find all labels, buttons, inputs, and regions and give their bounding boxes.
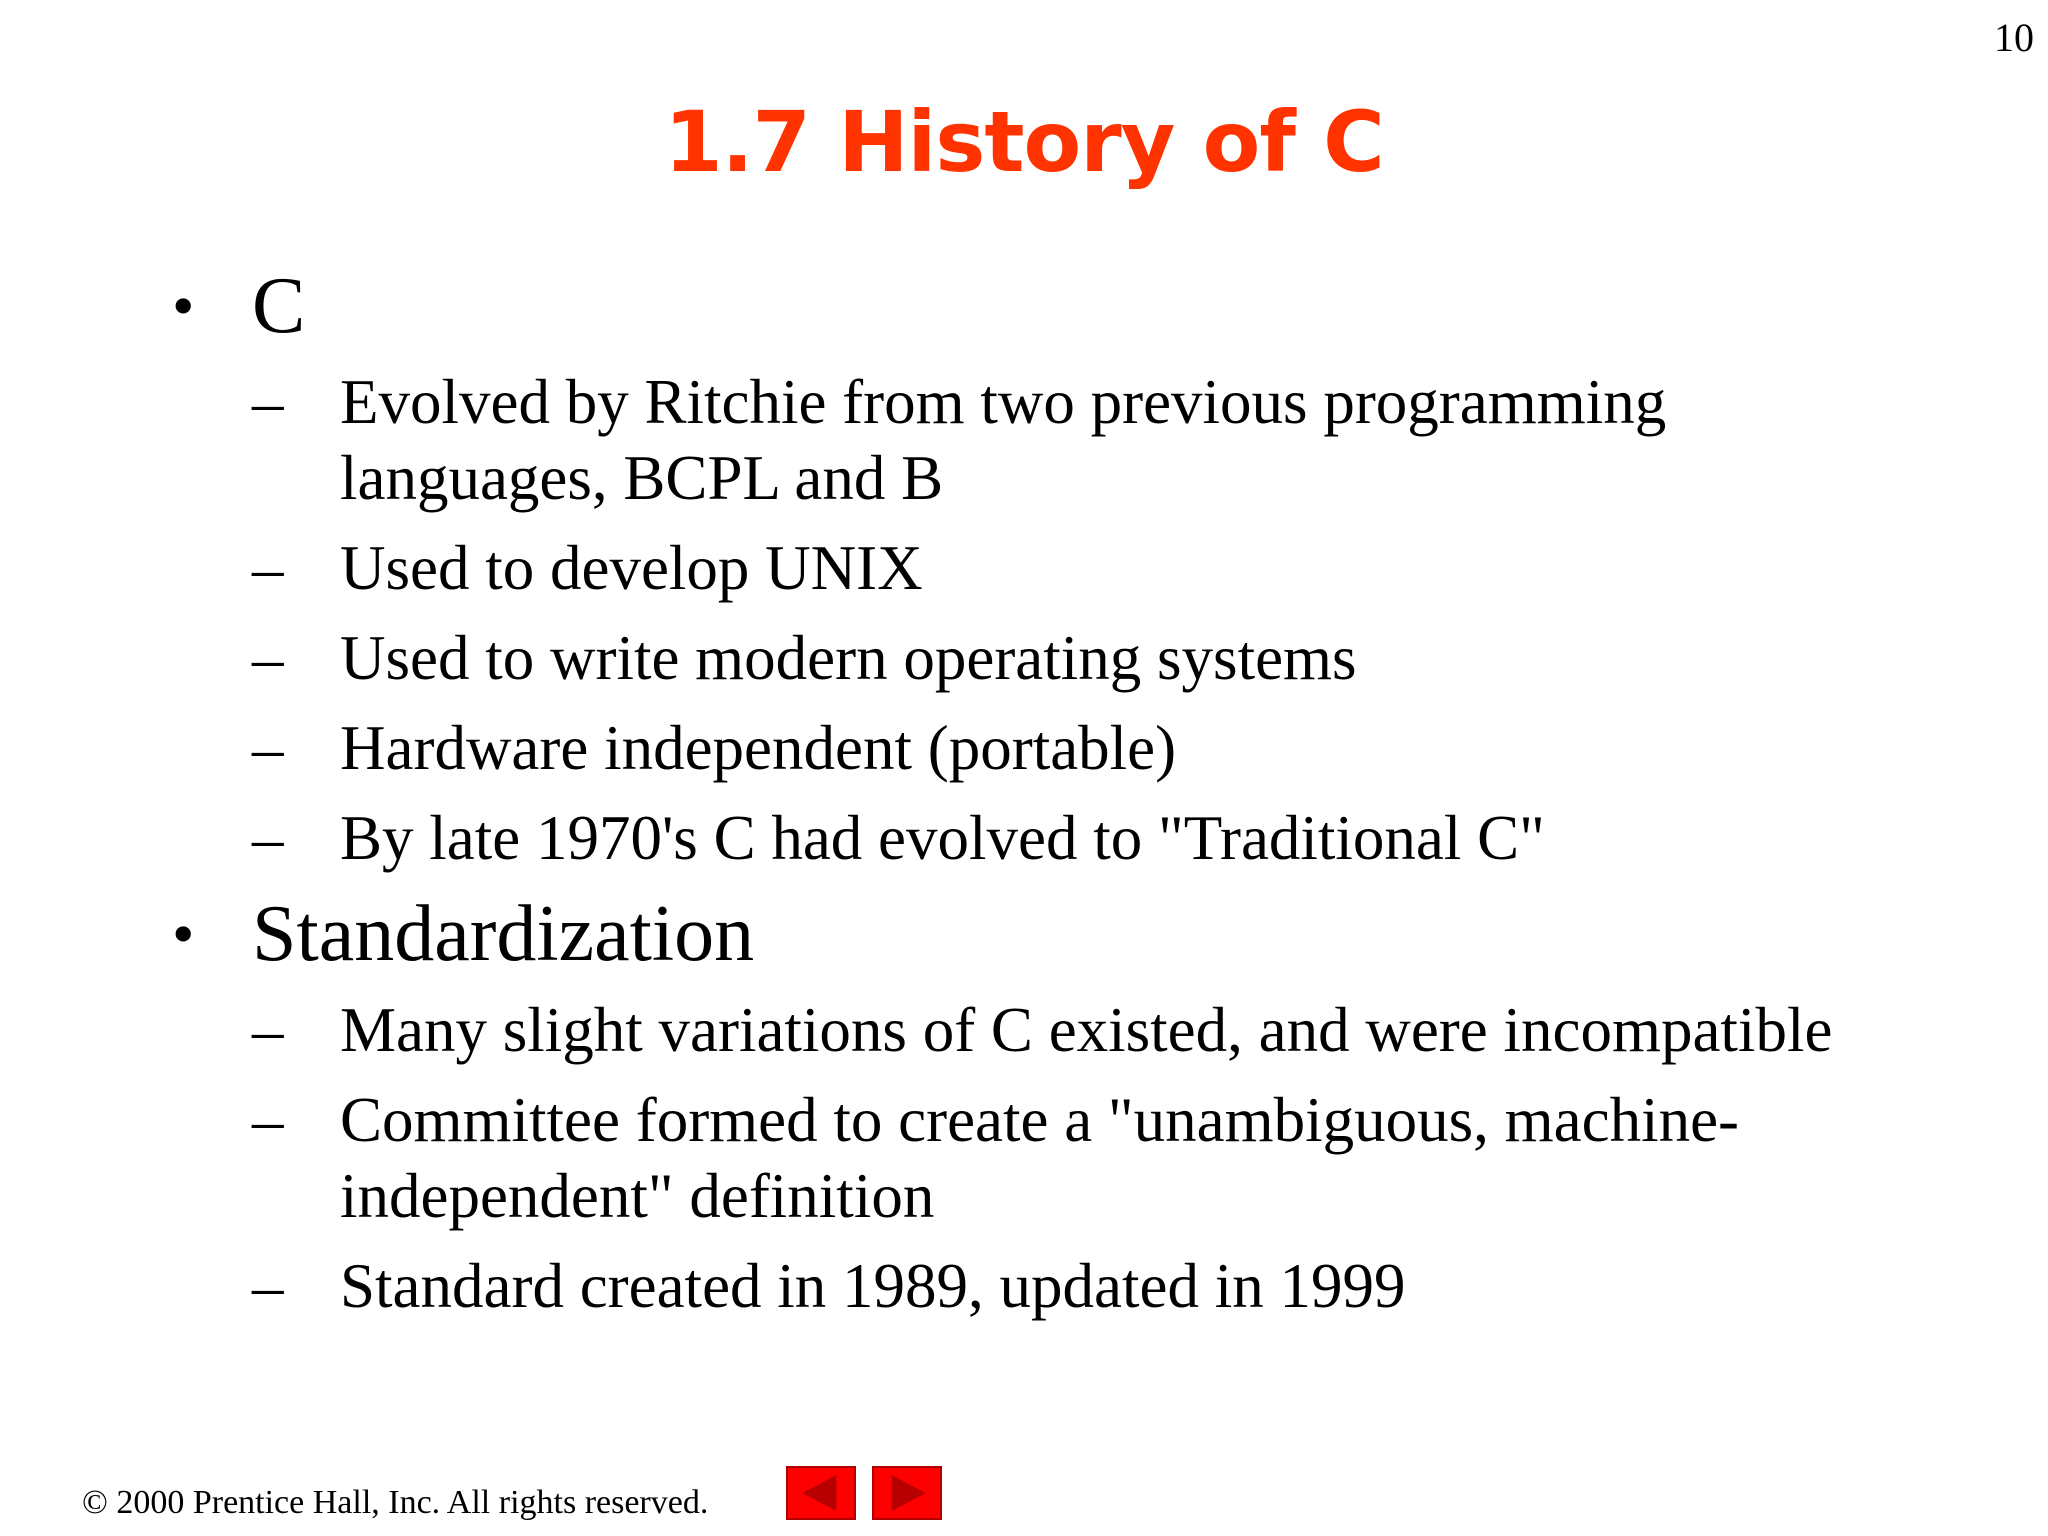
sub-bullet-list (252, 992, 1992, 1324)
dash-icon: – (252, 533, 284, 603)
left-arrow-icon (802, 1475, 836, 1511)
dash-icon: – (252, 995, 284, 1065)
sub-bullet-text: Evolved by Ritchie from two previous programming languages, BCPL and B (340, 367, 1667, 513)
previous-slide-button[interactable] (786, 1466, 856, 1520)
dash-icon: – (252, 367, 284, 437)
sub-bullet-item (252, 1082, 1992, 1234)
right-arrow-icon (892, 1475, 926, 1511)
dash-icon: – (252, 713, 284, 783)
dash-icon: – (252, 623, 284, 693)
sub-bullet-list (252, 364, 1992, 876)
sub-bullet-item (252, 530, 1992, 606)
bullet-heading (172, 886, 1992, 982)
sub-bullet-item (252, 1248, 1992, 1324)
dash-icon: – (252, 1085, 284, 1155)
dash-icon: – (252, 1251, 284, 1321)
bullet-heading (172, 258, 1992, 354)
sub-bullet-text: Standard created in 1989, updated in 1999 (340, 1251, 1406, 1321)
sub-bullet-item (252, 364, 1992, 516)
sub-bullet-text: Many slight variations of C existed, and were incompatible (340, 995, 1833, 1065)
sub-bullet-text: Committee formed to create a "unambiguous, machine-independent" definition (340, 1085, 1740, 1231)
sub-bullet-item (252, 800, 1992, 876)
sub-bullet-text: By late 1970's C had evolved to "Traditional C" (340, 803, 1545, 873)
sub-bullet-item (252, 710, 1992, 786)
slide-title: 1.7 History of C (664, 93, 1384, 191)
sub-bullet-text: Used to write modern operating systems (340, 623, 1357, 693)
bullet-heading-text: C (252, 262, 306, 350)
copyright-footer: © 2000 Prentice Hall, Inc. All rights reserved. (82, 1484, 709, 1521)
slide-navigation (786, 1466, 942, 1520)
sub-bullet-text: Used to develop UNIX (340, 533, 923, 603)
next-slide-button[interactable] (872, 1466, 942, 1520)
bullet-c (172, 258, 1992, 876)
sub-bullet-text: Hardware independent (portable) (340, 713, 1177, 783)
slide-content (172, 258, 1992, 1324)
dash-icon: – (252, 803, 284, 873)
bullet-dot-icon: • (172, 898, 195, 969)
bullet-standardization (172, 886, 1992, 1324)
page-number: 10 (1994, 15, 2034, 60)
bullet-heading-text: Standardization (252, 890, 755, 978)
bullet-dot-icon: • (172, 270, 195, 341)
sub-bullet-item (252, 620, 1992, 696)
sub-bullet-item (252, 992, 1992, 1068)
